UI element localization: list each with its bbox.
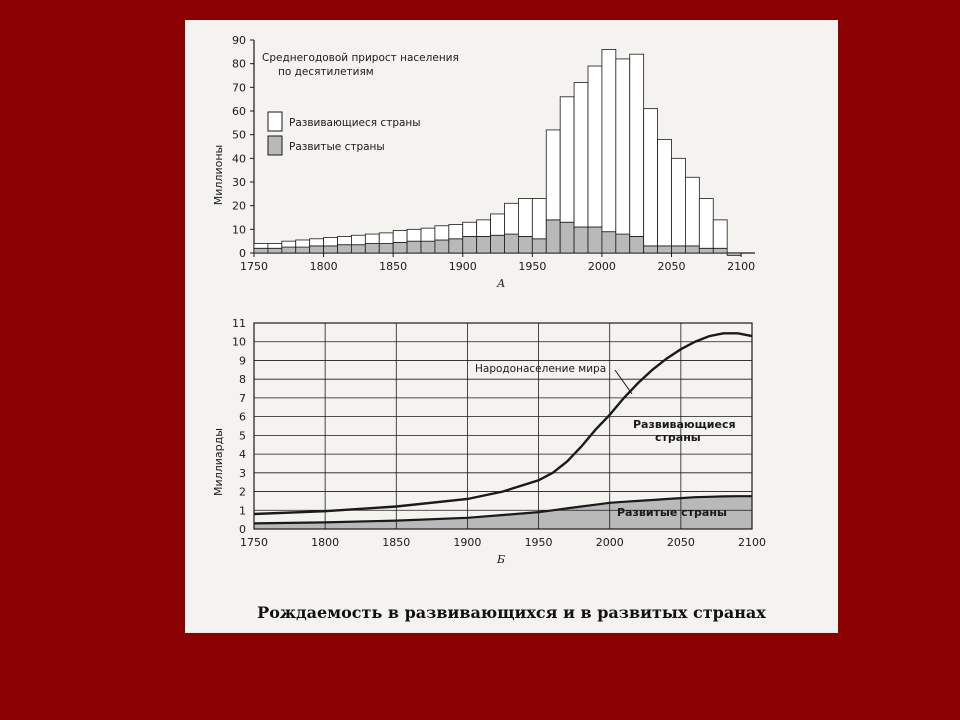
chart-b-ytick-label: 3 xyxy=(239,466,246,480)
chart-a-ytick-label: 0 xyxy=(239,247,246,260)
chart-a-ylabel: Миллионы xyxy=(212,144,225,206)
chart-a-xtick-label: 1900 xyxy=(448,260,477,273)
chart-a-xtick-label: 1950 xyxy=(518,260,547,273)
chart-b-ytick-label: 2 xyxy=(239,485,246,499)
chart-a-ytick-label: 80 xyxy=(232,57,246,71)
chart-b-sublabel: Б xyxy=(497,553,506,566)
chart-b-xtick-label: 2100 xyxy=(738,536,766,549)
chart-b-ytick-label: 11 xyxy=(232,317,246,330)
chart-a-ytick-label: 90 xyxy=(232,34,246,47)
chart-a-xtick-label: 1750 xyxy=(240,260,268,273)
annotation-world-population: Народонаселение мира xyxy=(475,363,607,375)
annotation-developed: Развитые страны xyxy=(617,506,727,519)
chart-a-xtick-label: 1850 xyxy=(379,260,408,273)
chart-b-ytick-label: 10 xyxy=(232,335,246,349)
figure-panel xyxy=(185,20,838,633)
chart-a-xtick-label: 1800 xyxy=(309,260,338,273)
chart-a-ytick-label: 10 xyxy=(232,223,246,237)
chart-a-ytick-label: 30 xyxy=(232,176,246,189)
chart-b-xtick-label: 1750 xyxy=(240,536,268,549)
chart-a-ytick-label: 70 xyxy=(232,81,246,95)
chart-b-ylabel: Миллиарды xyxy=(212,428,225,496)
annotation-developing: Развивающиеся xyxy=(633,418,736,431)
chart-b-ytick-label: 1 xyxy=(239,504,246,518)
legend-label-developed: Развитые страны xyxy=(289,141,385,153)
chart-b-ytick-label: 9 xyxy=(239,354,246,368)
chart-a-title: Среднегодовой прирост населения xyxy=(262,52,459,64)
chart-b-ytick-label: 7 xyxy=(239,391,246,405)
chart-b-xtick-label: 2000 xyxy=(595,536,624,549)
chart-b-xtick-label: 1800 xyxy=(311,536,340,549)
chart-b xyxy=(185,20,838,590)
chart-a-sublabel: А xyxy=(497,277,506,290)
annotation-world-population-leader xyxy=(615,370,632,394)
chart-a-xtick-label: 2000 xyxy=(587,260,616,273)
chart-b-ytick-label: 8 xyxy=(239,373,246,387)
annotation-developing-line2: страны xyxy=(655,431,701,444)
chart-a-ytick-label: 60 xyxy=(232,105,246,118)
chart-b-ytick-label: 6 xyxy=(239,410,246,424)
chart-b-ytick-label: 0 xyxy=(239,523,246,536)
slide-caption: Рождаемость в развивающихся и в развитых странах xyxy=(257,603,766,622)
chart-b-ytick-label: 4 xyxy=(239,448,246,462)
chart-b-xtick-label: 2050 xyxy=(666,536,695,549)
chart-a-ytick-label: 50 xyxy=(232,128,246,142)
chart-b-xtick-label: 1900 xyxy=(453,536,482,549)
chart-b-xtick-label: 1850 xyxy=(382,536,411,549)
chart-a-xtick-label: 2050 xyxy=(657,260,686,273)
chart-a-xtick-label: 2100 xyxy=(727,260,756,273)
chart-a-ytick-label: 40 xyxy=(232,152,246,166)
chart-a-title-line2: по десятилетиям xyxy=(278,66,374,78)
chart-b-xtick-label: 1950 xyxy=(524,536,553,549)
legend-label-developing: Развивающиеся страны xyxy=(289,117,421,129)
chart-a-ytick-label: 20 xyxy=(232,199,246,213)
chart-b-ytick-label: 5 xyxy=(239,429,246,443)
